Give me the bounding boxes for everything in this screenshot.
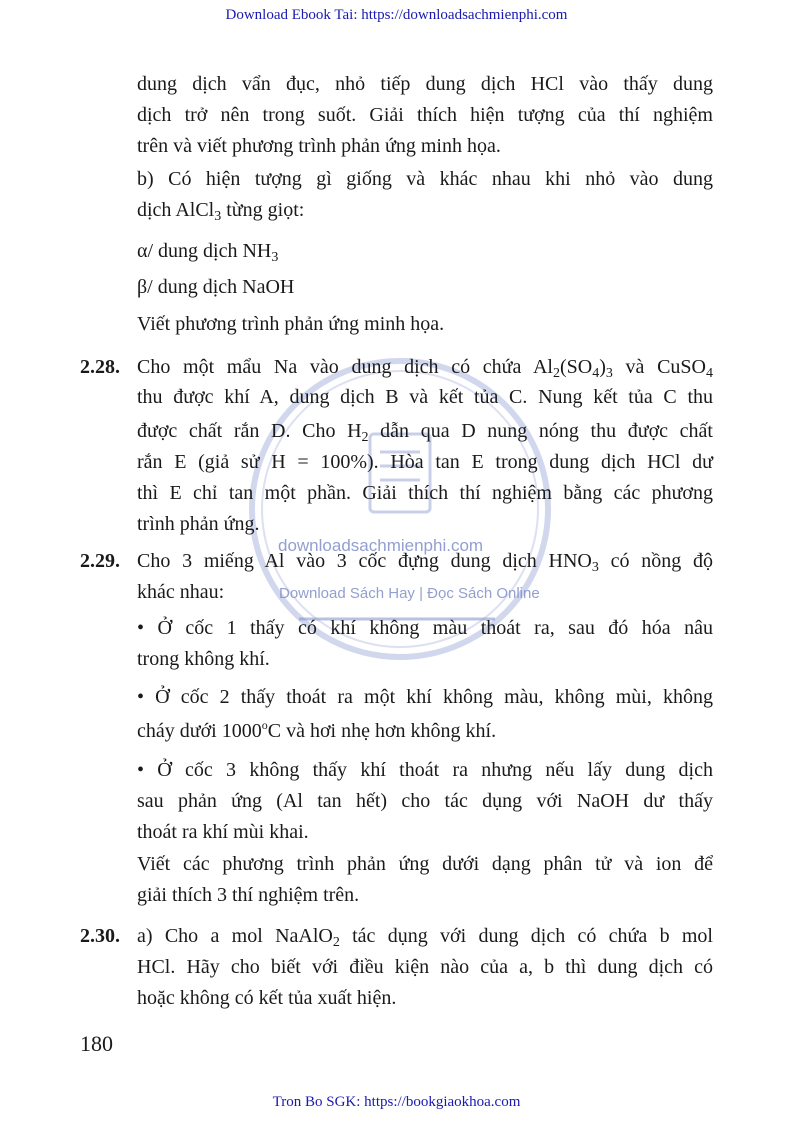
- text-line: dịch trở nên trong suốt. Giải thích hiện tượng của thí nghiệm: [137, 104, 713, 126]
- text-line: khác nhau:: [137, 581, 225, 603]
- text-line: cháy dưới 1000$^o$C và hơi nhẹ hơn không khí.: [137, 718, 497, 742]
- text-line: a) Cho a mol NaAlO$_2$ tác dụng với dung dịch có chứa b mol: [137, 925, 713, 950]
- bullet-cup-1: [137, 613, 713, 675]
- watermark-site-text: downloadsachmienphi.com: [278, 536, 484, 555]
- question-2-28: [137, 352, 713, 540]
- text-line: trong không khí.: [137, 648, 270, 670]
- text-line: thu được khí A, dung dịch B và kết tủa C. Nung kết tủa C thu: [137, 386, 713, 408]
- bullet-cup-3: [137, 755, 713, 848]
- text-line: được chất rắn D. Cho $H_2$ dẫn qua D nung nóng thu được chất: [137, 420, 713, 445]
- text-line: • Ở cốc 1 thấy có khí không màu thoát ra, sau đó hóa nâu: [137, 617, 713, 639]
- question-number-2-30: 2.30.: [80, 925, 120, 947]
- item-alpha: α/ dung dịch $NH_3$: [137, 240, 279, 265]
- question-2-29: [137, 546, 713, 608]
- text-line: giải thích 3 thí nghiệm trên.: [137, 884, 360, 906]
- paragraph-part-b: [137, 164, 713, 226]
- text-line: thoát ra khí mùi khai.: [137, 821, 309, 843]
- text-line: Cho một mẩu Na vào dung dịch có chứa $Al_2(SO_4)_3$ và CuSO$_4$: [137, 356, 713, 381]
- footer-sgk-link[interactable]: Tron Bo SGK: https://bookgiaokhoa.com: [272, 1094, 521, 1110]
- text-line: sau phản ứng (Al tan hết) cho tác dụng với NaOH dư thấy: [137, 790, 713, 812]
- page-number: 180: [80, 1031, 113, 1056]
- text-line: Cho 3 miếng Al vào 3 cốc đựng dung dịch $HNO_3$ có nồng độ: [137, 550, 713, 575]
- text-line: HCl. Hãy cho biết với điều kiện nào của a, b thì dung dịch có: [137, 956, 713, 978]
- text-line: thì E chỉ tan một phần. Giải thích thí nghiệm bằng các phương: [137, 482, 713, 504]
- text-line: dịch AlCl$_3$ từng giọt:: [137, 199, 305, 224]
- watermark-tagline: Download Sách Hay | Đọc Sách Online: [279, 585, 540, 602]
- text-line: dung dịch vẩn đục, nhỏ tiếp dung dịch HCl vào thấy dung: [137, 73, 713, 95]
- bullet-cup-2: [137, 682, 713, 747]
- text-line: trên và viết phương trình phản ứng minh họa.: [137, 135, 501, 157]
- paragraph-continued: [137, 69, 713, 162]
- text-line: • Ở cốc 2 thấy thoát ra một khí không màu, không mùi, không: [137, 686, 713, 708]
- text-line: Viết các phương trình phản ứng dưới dạng phân tử và ion để: [137, 853, 713, 875]
- text-line: b) Có hiện tượng gì giống và khác nhau khi nhỏ vào dung: [137, 168, 713, 190]
- text-line: hoặc không có kết tủa xuất hiện.: [137, 987, 397, 1009]
- text-line: rắn E (giả sử H = 100%). Hòa tan E trong dung dịch HCl dư: [137, 451, 713, 473]
- header-download-link[interactable]: Download Ebook Tai: https://downloadsachmienphi.com: [225, 7, 568, 23]
- question-number-2-28: 2.28.: [80, 356, 120, 378]
- question-2-30: [137, 921, 713, 1014]
- question-number-2-29: 2.29.: [80, 550, 120, 572]
- item-beta: β/ dung dịch NaOH: [137, 276, 295, 298]
- write-equation: Viết phương trình phản ứng minh họa.: [137, 313, 445, 335]
- write-ionic-equations: [137, 849, 713, 911]
- text-line: • Ở cốc 3 không thấy khí thoát ra nhưng nếu lấy dung dịch: [137, 759, 713, 781]
- text-line: trình phản ứng.: [137, 513, 260, 535]
